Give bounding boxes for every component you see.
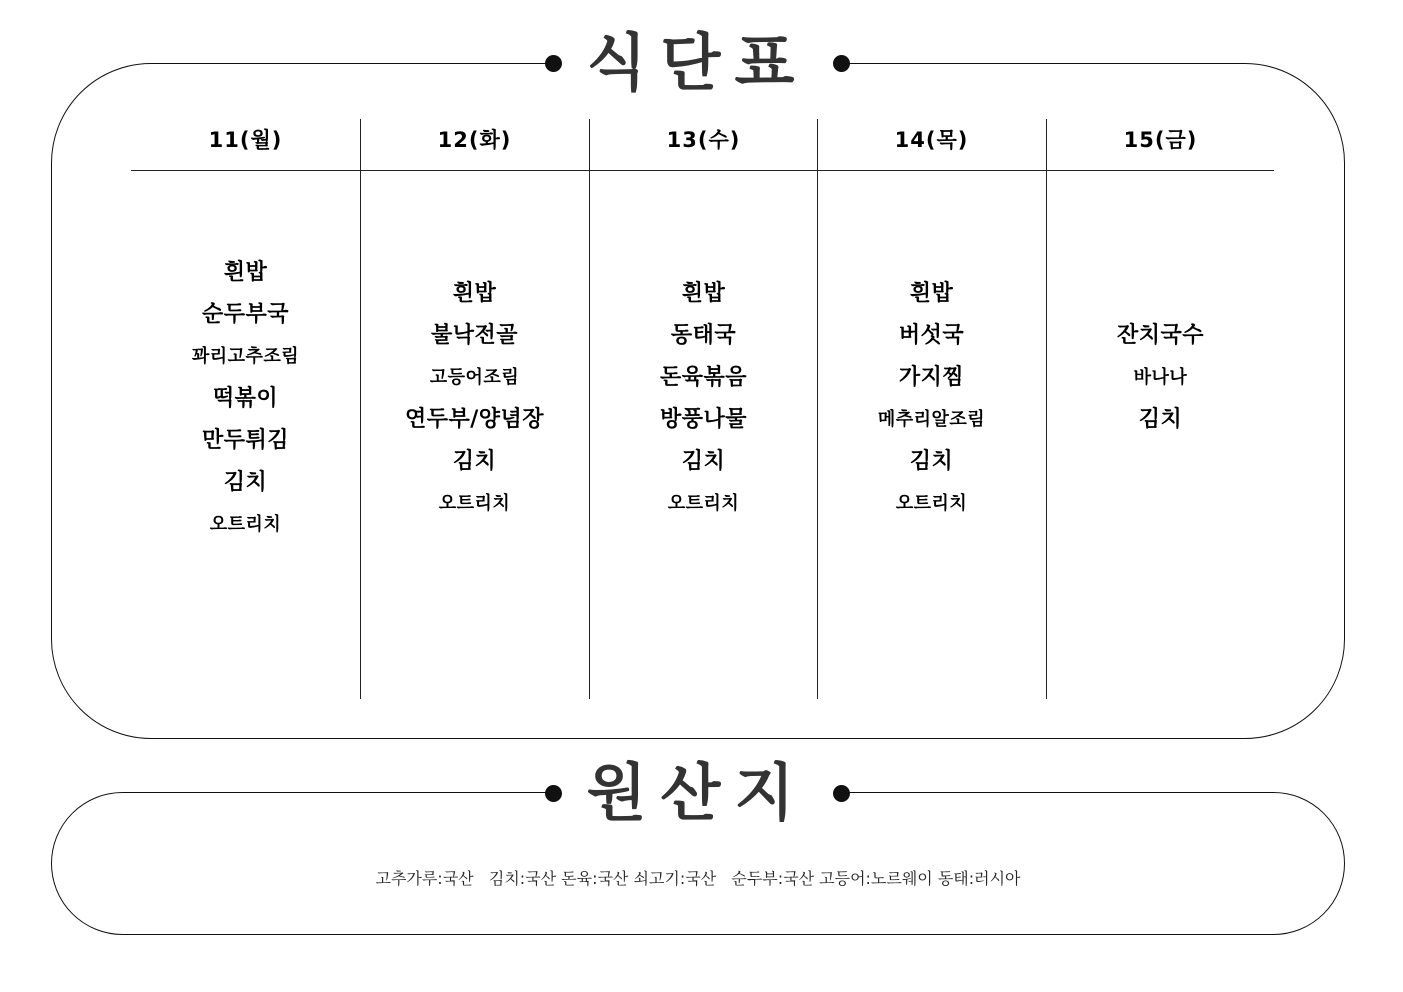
menu-item: 돈육볶음 [659, 364, 747, 390]
menu-item: 흰밥 [223, 259, 268, 285]
menu-item: 김치 [452, 448, 497, 474]
menu-list [817, 170, 1046, 699]
title-dot-right [833, 785, 850, 802]
menu-list [589, 170, 818, 699]
menu-list [1046, 170, 1275, 699]
menu-item: 꽈리고추조림 [191, 345, 300, 367]
day-header: 13(수) [666, 128, 741, 152]
menu-item: 가지찜 [898, 364, 965, 390]
menu-item: 오트리치 [438, 492, 511, 514]
menu-item: 떡볶이 [212, 385, 279, 411]
day-column-tue [360, 119, 589, 699]
menu-title-banner [553, 23, 842, 103]
menu-item: 김치 [681, 448, 726, 474]
menu-item: 흰밥 [452, 280, 497, 306]
menu-item: 방풍나물 [659, 406, 747, 432]
menu-item: 연두부/양념장 [404, 406, 545, 432]
menu-item: 고등어조림 [429, 366, 520, 388]
menu-item: 흰밥 [681, 280, 726, 306]
menu-title: 식단표 [586, 26, 809, 99]
menu-item: 김치 [909, 448, 954, 474]
menu-item: 불낙전골 [430, 322, 518, 348]
menu-list [360, 170, 589, 699]
day-header: 11(월) [208, 128, 283, 152]
menu-item: 김치 [223, 469, 268, 495]
menu-item: 김치 [1138, 406, 1183, 432]
menu-item: 동태국 [670, 322, 737, 348]
menu-list [131, 170, 360, 699]
menu-item: 버섯국 [898, 322, 965, 348]
day-header: 14(목) [894, 128, 969, 152]
menu-item: 순두부국 [201, 301, 289, 327]
menu-item: 만두튀김 [201, 427, 289, 453]
menu-item: 오트리치 [895, 492, 968, 514]
origin-title: 원산지 [586, 756, 809, 829]
day-column-fri [1046, 119, 1275, 699]
origin-title-banner [553, 753, 842, 833]
menu-item: 메추리알조림 [877, 408, 986, 430]
menu-item: 바나나 [1133, 366, 1188, 388]
menu-item: 잔치국수 [1116, 322, 1204, 348]
menu-item: 흰밥 [909, 280, 954, 306]
day-column-wed [589, 119, 818, 699]
menu-item: 오트리치 [209, 513, 282, 535]
day-header: 15(금) [1123, 128, 1198, 152]
day-column-thu [817, 119, 1046, 699]
menu-item: 오트리치 [667, 492, 740, 514]
day-column-mon [131, 119, 360, 699]
title-dot-right [833, 55, 850, 72]
origin-info: 고추가루:국산 김치:국산 돈육:국산 쇠고기:국산 순두부:국산 고등어:노르웨이 동태:러시아 [375, 869, 1021, 888]
day-header: 12(화) [437, 128, 512, 152]
